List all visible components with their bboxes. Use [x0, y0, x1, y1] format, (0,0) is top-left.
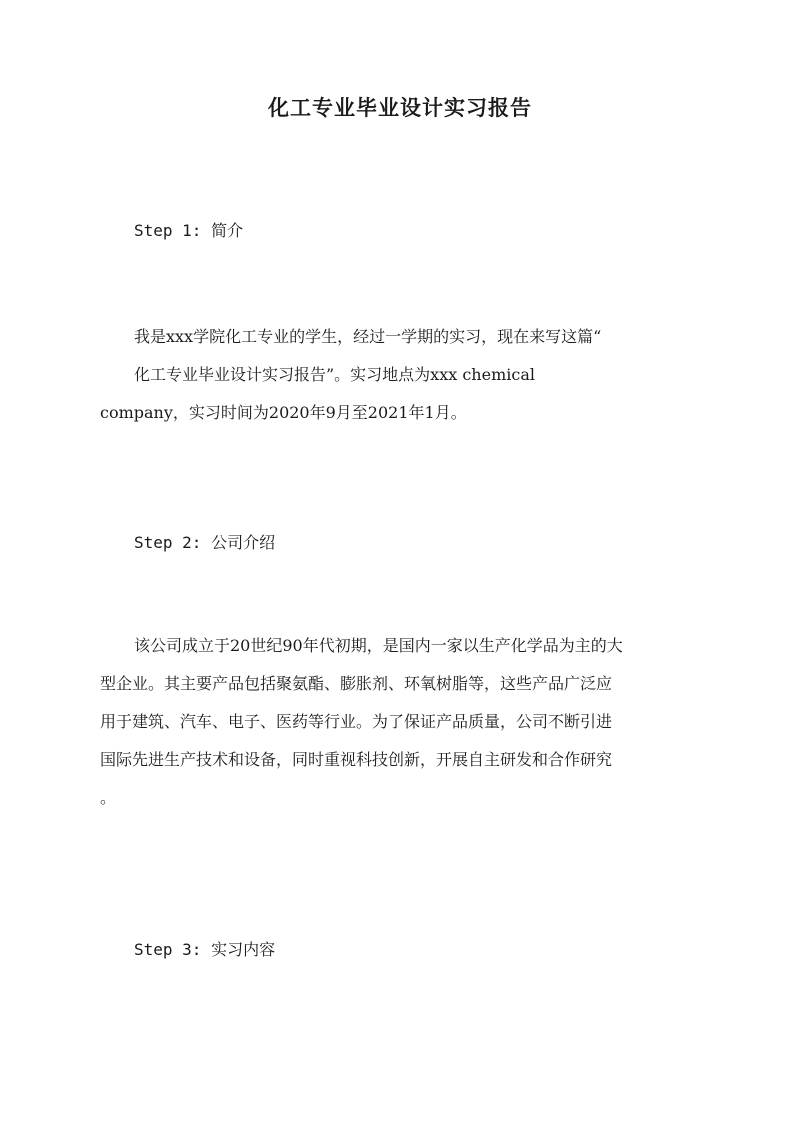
section-heading-step-1 [134, 218, 243, 241]
step-separator: : [191, 940, 212, 959]
paragraph-line: 型企业。其主要产品包括聚氨酯、膨胀剂、环氧树脂等，这些产品广泛应 [100, 674, 613, 693]
paragraph-line: 该公司成立于20世纪90年代初期，是国内一家以生产化学品为主的大 [134, 636, 623, 655]
step-label: Step 2 [134, 533, 192, 552]
document-title: 化工专业毕业设计实习报告 [268, 95, 532, 120]
step-name: 公司介绍 [211, 533, 276, 552]
step-name: 实习内容 [211, 940, 276, 959]
paragraph-line: company，实习时间为2020年9月至2021年1月。 [100, 403, 467, 422]
paragraph-company-introduction [100, 627, 704, 817]
paragraph-line: 国际先进生产技术和设备，同时重视科技创新，开展自主研发和合作研究 [100, 750, 613, 769]
paragraph-line: 我是xxx学院化工专业的学生，经过一学期的实习，现在来写这篇“ [134, 327, 602, 346]
section-heading-step-2 [134, 530, 275, 553]
section-heading-step-3 [134, 937, 275, 960]
step-separator: : [191, 533, 212, 552]
step-label: Step 1 [134, 221, 192, 240]
step-separator: : [191, 221, 212, 240]
paragraph-line: 。 [100, 788, 117, 807]
step-label: Step 3 [134, 940, 192, 959]
paragraph-introduction [100, 318, 704, 432]
step-name: 简介 [211, 221, 244, 240]
paragraph-line: 用于建筑、汽车、电子、医药等行业。为了保证产品质量，公司不断引进 [100, 712, 613, 731]
paragraph-line: 化工专业毕业设计实习报告”。实习地点为xxx chemical [134, 365, 535, 384]
